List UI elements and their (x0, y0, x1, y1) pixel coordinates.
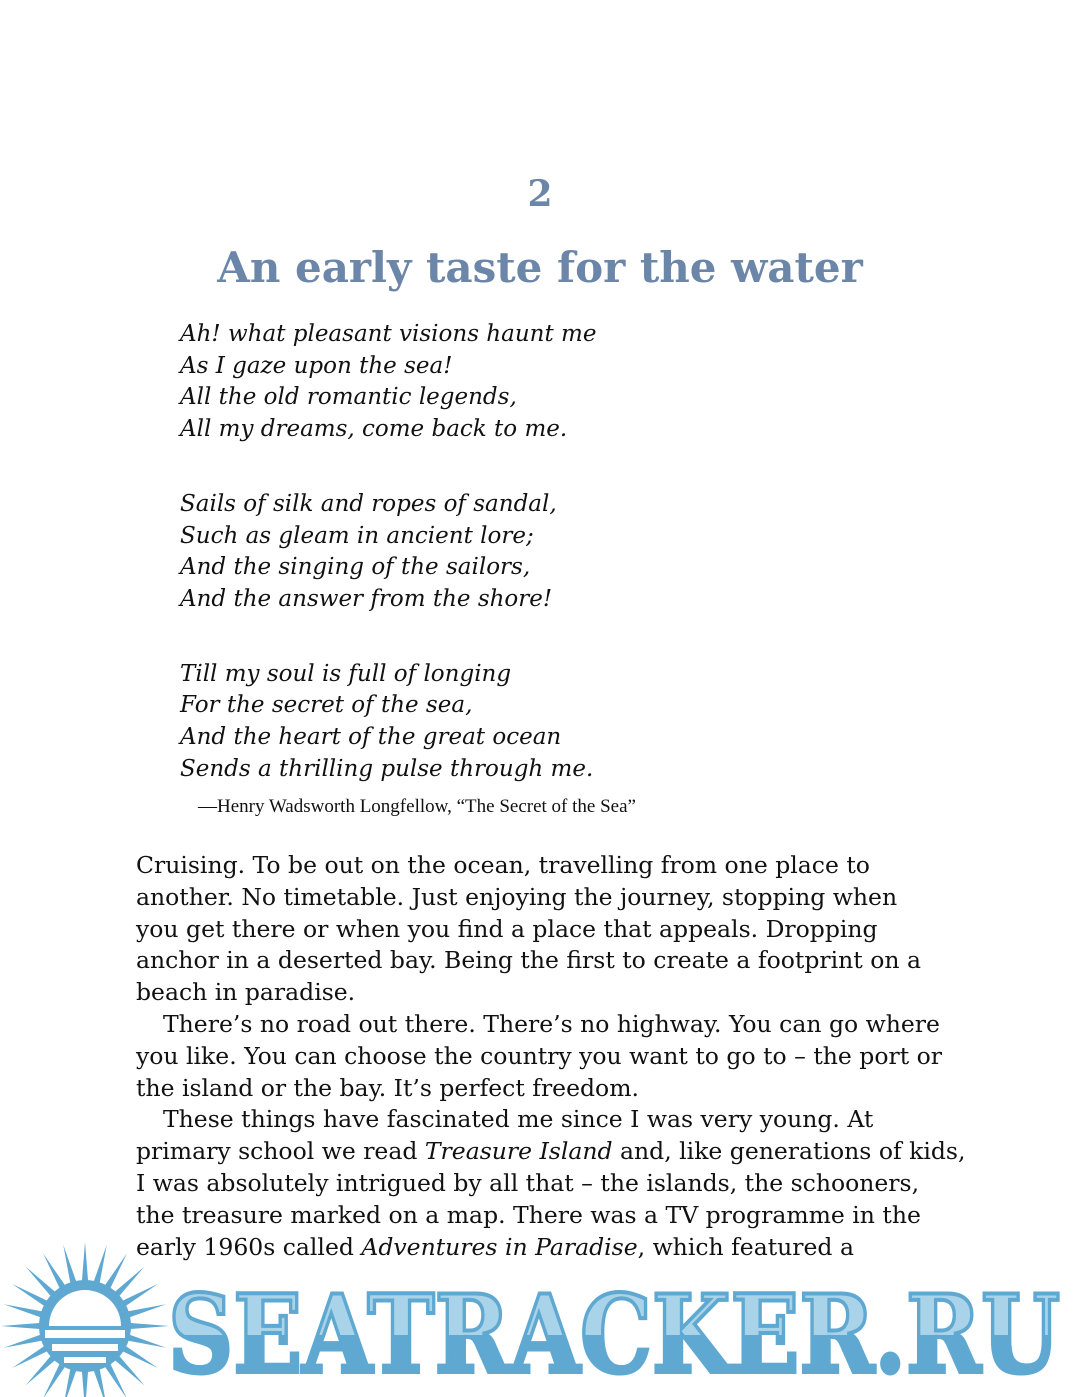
text-line: Cruising. To be out on the ocean, travelling from one place to (136, 851, 870, 879)
verse-line: Sends a thrilling pulse through me. (180, 755, 594, 782)
sun-ray (4, 1304, 44, 1317)
verse-line: And the singing of the sailors, (180, 554, 531, 581)
text-line: I was absolutely intrigued by all that – the islands, the schooners, (136, 1168, 920, 1197)
verse-line: Till my soul is full of longing (180, 660, 512, 687)
sun-ray (63, 1245, 76, 1285)
verse-line: Sails of silk and ropes of sandal, (180, 490, 557, 517)
sun-ray (121, 1284, 157, 1307)
sun-ray (121, 1345, 157, 1368)
text-line: These things have fascinated me since I was very young. At (163, 1105, 874, 1134)
sun-icon (1, 1242, 169, 1397)
sun-ray (129, 1323, 169, 1329)
text-line: the island or the bay. It’s perfect freedom. (136, 1073, 639, 1102)
sun-ray (4, 1334, 44, 1347)
book-title-treasure-island: Treasure Island (424, 1137, 613, 1166)
stanza-2 (180, 489, 880, 616)
sun-ray (1, 1323, 41, 1329)
sun-ray (82, 1370, 88, 1397)
sun-ray (93, 1245, 106, 1285)
verse-line: And the answer from the shore! (180, 585, 553, 612)
paragraph-1 (136, 850, 956, 1009)
watermark-text: SEATRACKER.RU (168, 1272, 1060, 1397)
text-line: anchor in a deserted bay. Being the first to create a footprint on a (136, 946, 921, 975)
text-line: the treasure marked on a map. There was a TV programme in the (136, 1200, 921, 1229)
sun-ray (93, 1368, 106, 1397)
verse-line: Ah! what pleasant visions haunt me (180, 321, 597, 347)
sun-ray (104, 1253, 127, 1289)
text-line: you get there or when you find a place that appeals. Dropping (136, 914, 878, 943)
text-line (136, 1136, 966, 1168)
verse-line: As I gaze upon the sea! (180, 352, 453, 379)
watermark-logo (0, 1230, 1080, 1397)
text-run: primary school we read (136, 1137, 425, 1166)
paragraph-2 (136, 1009, 956, 1104)
verse-line: For the secret of the sea, (180, 692, 473, 719)
sun-ray (127, 1304, 167, 1317)
verse-line: And the heart of the great ocean (180, 724, 562, 751)
chapter-number: 2 (527, 173, 553, 215)
text-line: you like. You can choose the country you want to go to – the port or (136, 1041, 943, 1070)
stanza-3 (180, 659, 880, 786)
text-line: There’s no road out there. There’s no highway. You can go where (163, 1009, 940, 1038)
verse-line: Such as gleam in ancient lore; (180, 522, 534, 549)
sun-ray (12, 1284, 48, 1307)
tv-title-adventures-in-paradise: Adventures in Paradise (361, 1232, 638, 1261)
text-run: , which featured a (637, 1232, 854, 1261)
sun-ray (12, 1345, 48, 1368)
verse-line: All the old romantic legends, (180, 384, 517, 411)
text-run: early 1960s called (136, 1232, 362, 1261)
sun-ray (82, 1242, 88, 1282)
text-line: another. No timetable. Just enjoying the journey, stopping when (136, 882, 898, 911)
sun-ray (43, 1253, 66, 1289)
epigraph-attribution: —Henry Wadsworth Longfellow, “The Secret of the Sea” (198, 796, 636, 817)
sun-ray (127, 1334, 167, 1347)
epigraph-poem (180, 319, 880, 785)
body-text (136, 850, 966, 1263)
stanza-1 (180, 319, 880, 446)
verse-line: All my dreams, come back to me. (180, 416, 568, 443)
sun-ray (63, 1368, 76, 1397)
chapter-title: An early taste for the water (217, 243, 863, 292)
text-line: beach in paradise. (136, 978, 356, 1007)
text-run: and, like generations of kids, (612, 1137, 966, 1166)
